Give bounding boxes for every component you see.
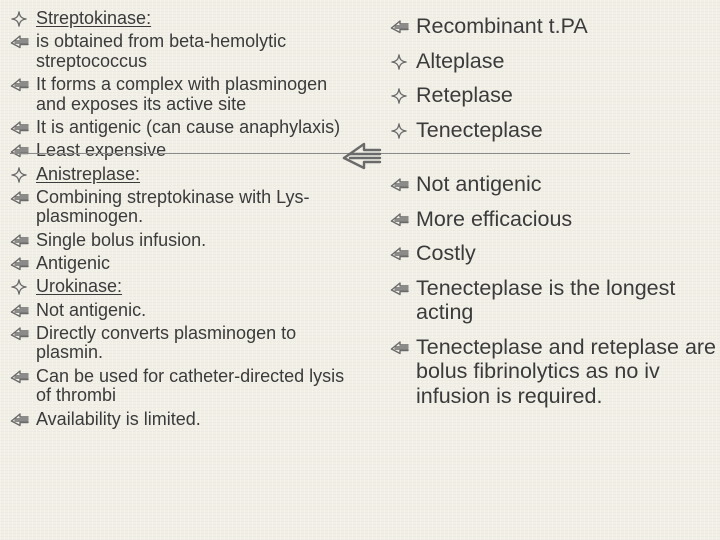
right-list-item (390, 241, 716, 266)
left-list-item (10, 188, 360, 227)
right-list-item (390, 14, 716, 39)
right-item-text: Tenecteplase (416, 117, 543, 142)
left-item-text: Anistreplase: (36, 163, 141, 184)
star-bullet-icon (390, 87, 412, 105)
right-item-text: Tenecteplase and reteplase are bolus fibrinolytics as no iv infusion is required. (416, 334, 717, 408)
arrow-bullet-icon (10, 142, 32, 158)
left-list-item (10, 118, 360, 138)
left-list-item (10, 277, 360, 297)
right-list-item (390, 335, 716, 409)
arrow-bullet-icon (390, 280, 412, 296)
arrow-bullet-icon (390, 245, 412, 261)
star-bullet-icon (390, 53, 412, 71)
arrow-bullet-icon (10, 76, 32, 92)
left-list-item (10, 141, 360, 161)
left-item-text: Combining streptokinase with Lys-plasminogen. (36, 186, 310, 227)
left-item-text: Urokinase: (36, 276, 123, 297)
right-item-text: More efficacious (416, 206, 573, 231)
star-bullet-icon (10, 10, 32, 28)
right-bullet-list (390, 14, 716, 418)
left-item-text: Streptokinase: (36, 8, 152, 28)
right-item-text: Tenecteplase is the longest acting (416, 275, 676, 324)
arrow-bullet-icon (10, 119, 32, 135)
arrow-bullet-icon (10, 255, 32, 271)
left-bullet-list (10, 9, 360, 433)
divider-rule (10, 153, 630, 154)
right-item-text: Costly (416, 241, 476, 265)
left-item-text: Can be used for catheter-directed lysis of thrombi (36, 365, 345, 406)
left-list-item (10, 254, 360, 274)
right-list-item (390, 118, 716, 143)
right-list-item (390, 49, 716, 74)
left-item-text: Antigenic (36, 253, 111, 274)
right-item-text: Not antigenic (416, 172, 542, 196)
right-item-text: Reteplase (416, 83, 513, 107)
star-bullet-icon (10, 166, 32, 184)
left-item-text: Not antigenic. (36, 299, 147, 320)
left-list-item (10, 301, 360, 321)
left-list-item (10, 9, 360, 29)
star-bullet-icon (390, 122, 412, 140)
right-item-text: Alteplase (416, 48, 505, 73)
right-list-item (390, 276, 716, 325)
left-list-item (10, 367, 360, 406)
left-list-item (10, 410, 360, 430)
right-list-item (390, 172, 716, 197)
left-list-item (10, 165, 360, 185)
arrow-bullet-icon (10, 232, 32, 248)
left-item-text: Single bolus infusion. (36, 229, 207, 250)
arrow-bullet-icon (390, 339, 412, 355)
left-item-text: It forms a complex with plasminogen and exposes its active site (36, 74, 328, 114)
arrow-bullet-icon (390, 18, 412, 34)
right-item-text: Recombinant t.PA (416, 14, 588, 38)
arrow-bullet-icon (390, 176, 412, 192)
left-item-text: Least expensive (36, 140, 167, 161)
left-item-text: is obtained from beta-hemolytic streptococcus (36, 31, 287, 71)
star-bullet-icon (10, 278, 32, 296)
arrow-bullet-icon (390, 211, 412, 227)
left-list-item (10, 324, 360, 363)
arrow-bullet-icon (10, 302, 32, 318)
arrow-bullet-icon (10, 368, 32, 384)
left-item-text: It is antigenic (can cause anaphylaxis) (36, 117, 341, 138)
arrow-bullet-icon (10, 325, 32, 341)
arrow-bullet-icon (10, 33, 32, 49)
left-list-item (10, 32, 360, 71)
arrow-bullet-icon (10, 189, 32, 205)
divider-arrow-icon (340, 138, 384, 170)
left-list-item (10, 75, 360, 114)
left-list-item (10, 231, 360, 251)
right-list-item (390, 83, 716, 108)
left-item-text: Directly converts plasminogen to plasmin. (36, 322, 297, 363)
arrow-bullet-icon (10, 411, 32, 427)
left-item-text: Availability is limited. (36, 408, 201, 429)
right-list-item (390, 207, 716, 232)
